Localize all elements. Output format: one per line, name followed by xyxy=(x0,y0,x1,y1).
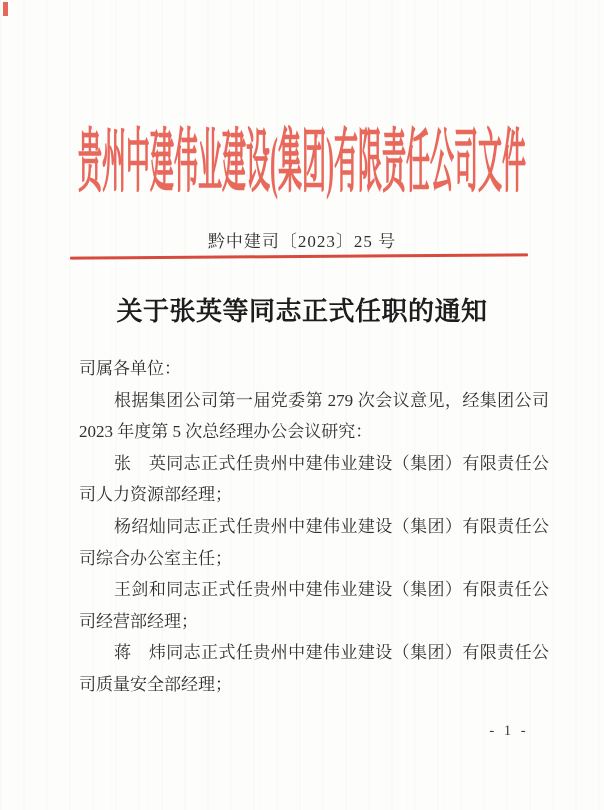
letterhead-org-title: 贵州中建伟业建设(集团)有限责任公司文件 xyxy=(78,127,526,203)
document-title: 关于张英等同志正式任职的通知 xyxy=(116,297,488,326)
salutation: 司属各单位： xyxy=(79,359,181,378)
body-paragraph: 根据集团公司第一届党委第 279 次会议意见，经集团公司 2023 年度第 5 次总经理办公会议研究： xyxy=(79,390,549,442)
document-number: 黔中建司〔2023〕25 号 xyxy=(207,232,397,251)
red-corner-mark xyxy=(3,2,8,16)
document-body xyxy=(79,353,549,701)
body-paragraph: 杨绍灿同志正式任贵州中建伟业建设（集团）有限责任公司综合办公室主任； xyxy=(79,516,549,568)
body-paragraph: 王剑和同志正式任贵州中建伟业建设（集团）有限责任公司经营部经理； xyxy=(79,580,549,631)
body-paragraph: 张 英同志正式任贵州中建伟业建设（集团）有限责任公司人力资源部经理； xyxy=(79,453,549,505)
page-number: - 1 - xyxy=(489,723,529,739)
red-divider-line xyxy=(70,253,528,259)
body-paragraph: 蒋 炜同志正式任贵州中建伟业建设（集团）有限责任公司质量安全部经理； xyxy=(79,643,549,694)
